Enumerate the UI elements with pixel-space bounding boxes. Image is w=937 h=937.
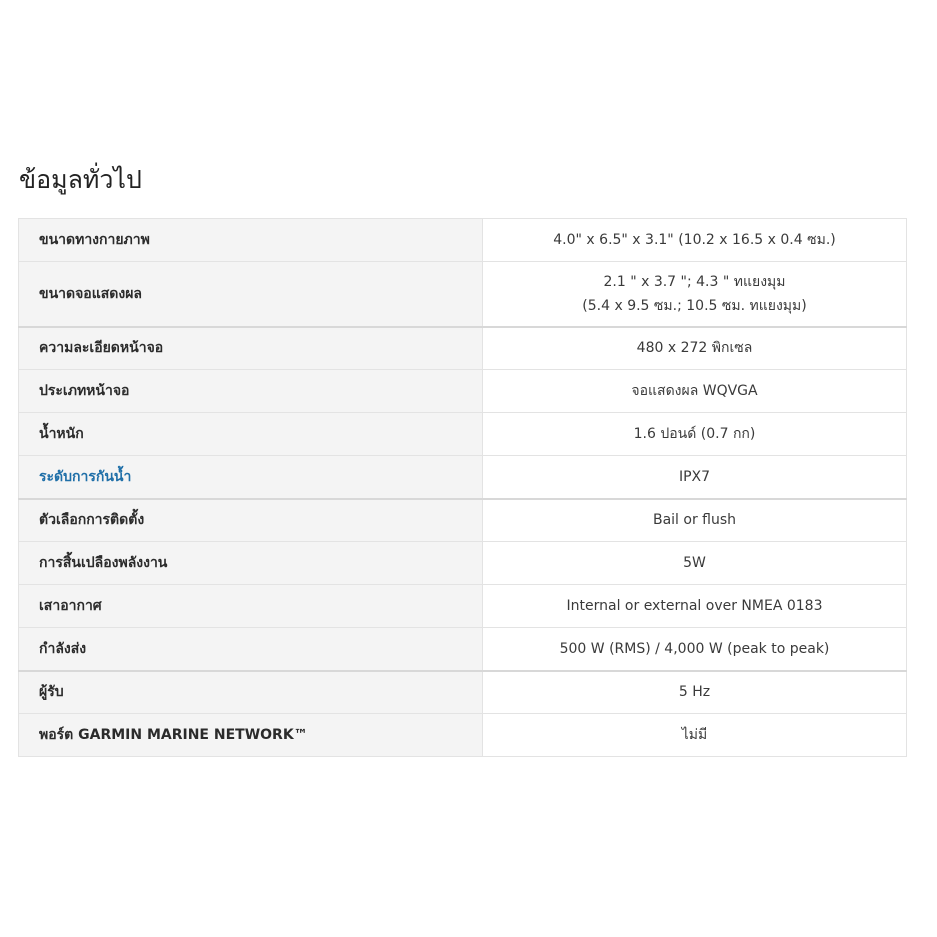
spec-value-line: Bail or flush [652,512,737,529]
spec-label: น้ำหนัก [19,413,483,456]
spec-value [483,585,907,628]
section-title: ข้อมูลทั่วไป [19,165,142,194]
spec-label: ขนาดจอแสดงผล [19,262,483,327]
spec-row-antenna [19,585,907,628]
spec-value-line: IPX7 [678,468,711,485]
spec-row-physical-dimensions [19,219,907,262]
spec-value [483,499,907,542]
spec-label: ขนาดทางกายภาพ [19,219,483,262]
spec-row-receiver [19,671,907,714]
spec-label: กำลังส่ง [19,628,483,671]
spec-row-water-rating [19,456,907,499]
spec-value-line: 5W [683,555,706,571]
spec-label: ตัวเลือกการติดตั้ง [19,499,483,542]
spec-row-display-resolution [19,327,907,370]
spec-label: การสิ้นเปลืองพลังงาน [19,542,483,585]
spec-row-power-consumption [19,542,907,585]
spec-label: เสาอากาศ [19,585,483,628]
spec-value [483,262,907,327]
spec-row-marine-network-ports [19,714,907,757]
spec-value [483,628,907,671]
spec-value-line: 500 W (RMS) / 4,000 W (peak to peak) [559,640,830,657]
spec-value-line: 1.6 ปอนด์ (0.7 กก) [633,426,756,442]
spec-value-line: 2.1 " x 3.7 "; 4.3 " ทแยงมุม [603,273,786,290]
spec-row-display-size [19,262,907,327]
spec-value-line: Internal or external over NMEA 0183 [566,598,823,614]
spec-value [483,542,907,585]
spec-value [483,370,907,413]
spec-value-line: 5 Hz [678,684,711,701]
spec-value [483,456,907,499]
spec-row-transmit-power [19,628,907,671]
spec-row-mounting-options [19,499,907,542]
spec-value [483,671,907,714]
spec-label: พอร์ต GARMIN MARINE NETWORK™ [19,714,483,757]
spec-value [483,714,907,757]
spec-value-line: ไม่มี [681,727,708,743]
spec-value [483,219,907,262]
spec-label: ความละเอียดหน้าจอ [19,327,483,370]
spec-value-line: 4.0" x 6.5" x 3.1" (10.2 x 16.5 x 0.4 ซม.) [553,232,836,248]
spec-value-line: จอแสดงผล WQVGA [631,383,758,399]
spec-value-line: 480 x 272 พิกเซล [636,340,753,357]
spec-value-line: (5.4 x 9.5 ซม.; 10.5 ซม. ทแยงมุม) [582,297,807,314]
spec-table [18,218,907,757]
spec-value [483,413,907,456]
spec-label: ประเภทหน้าจอ [19,370,483,413]
spec-label: ผู้รับ [19,671,483,714]
spec-row-display-type [19,370,907,413]
water-rating-link[interactable]: ระดับการกันน้ำ [19,456,483,499]
spec-value [483,327,907,370]
spec-row-weight [19,413,907,456]
